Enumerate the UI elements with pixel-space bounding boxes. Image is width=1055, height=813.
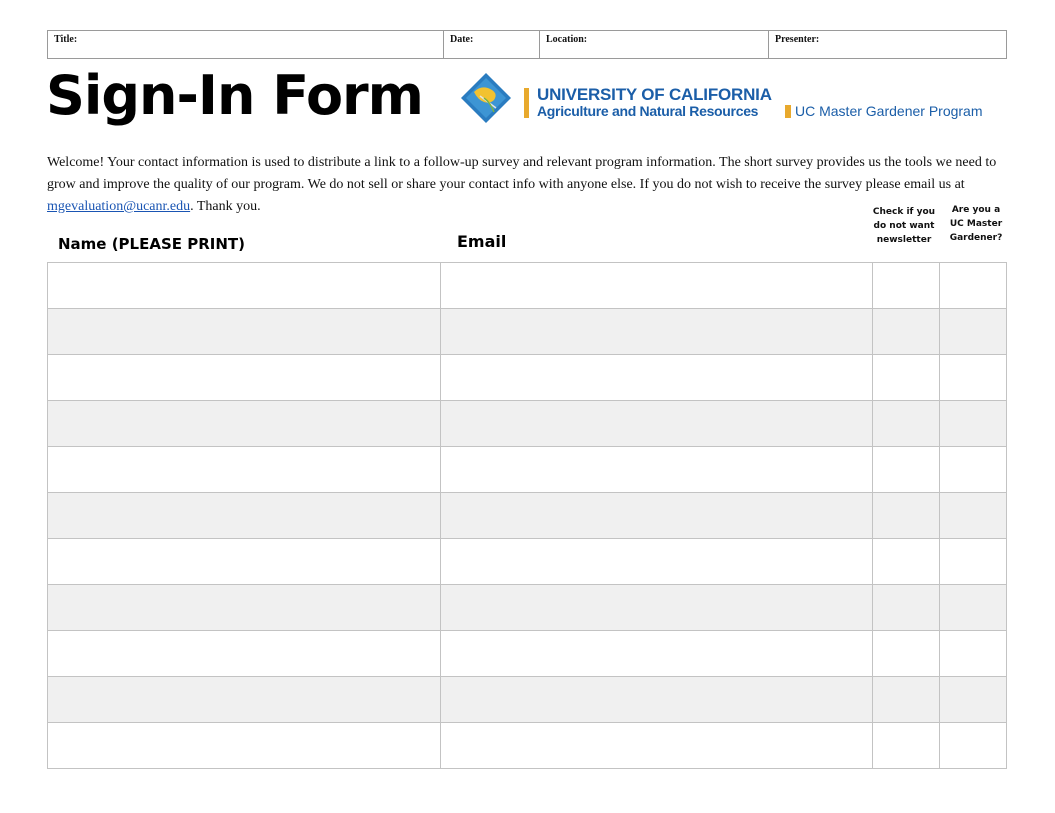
- master-gardener-cell[interactable]: [940, 493, 1007, 539]
- newsletter-checkbox-cell[interactable]: [873, 631, 940, 677]
- name-cell[interactable]: [48, 263, 441, 309]
- newsletter-checkbox-cell[interactable]: [873, 723, 940, 769]
- name-cell[interactable]: [48, 539, 441, 585]
- uc-seal-logo-icon: [460, 72, 512, 124]
- program-name: UC Master Gardener Program: [795, 103, 983, 119]
- name-cell[interactable]: [48, 493, 441, 539]
- welcome-closing: . Thank you.: [190, 199, 261, 214]
- email-cell[interactable]: [440, 723, 873, 769]
- event-info-bar: [47, 30, 1007, 59]
- name-cell[interactable]: [48, 447, 441, 493]
- newsletter-checkbox-cell[interactable]: [873, 585, 940, 631]
- table-row: [48, 309, 1007, 355]
- table-row: [48, 631, 1007, 677]
- newsletter-checkbox-cell[interactable]: [873, 355, 940, 401]
- master-gardener-cell[interactable]: [940, 631, 1007, 677]
- email-cell[interactable]: [440, 493, 873, 539]
- mg-logo-bar: [785, 105, 791, 118]
- university-name: UNIVERSITY OF CALIFORNIA: [537, 85, 772, 104]
- master-gardener-cell[interactable]: [940, 355, 1007, 401]
- master-gardener-cell[interactable]: [940, 309, 1007, 355]
- master-gardener-cell[interactable]: [940, 539, 1007, 585]
- table-row: [48, 539, 1007, 585]
- title-label: Title:: [54, 34, 78, 45]
- presenter-field[interactable]: [769, 31, 1006, 58]
- email-cell[interactable]: [440, 585, 873, 631]
- name-cell[interactable]: [48, 677, 441, 723]
- master-gardener-cell[interactable]: [940, 677, 1007, 723]
- sign-in-table: [47, 262, 1007, 769]
- name-cell[interactable]: [48, 309, 441, 355]
- newsletter-checkbox-cell[interactable]: [873, 309, 940, 355]
- master-gardener-cell[interactable]: [940, 723, 1007, 769]
- newsletter-checkbox-cell[interactable]: [873, 401, 940, 447]
- email-column-header: Email: [457, 232, 507, 251]
- table-row: [48, 723, 1007, 769]
- master-gardener-column-header: Are you a UC Master Gardener?: [949, 205, 1003, 243]
- master-gardener-cell[interactable]: [940, 401, 1007, 447]
- name-column-header: Name (PLEASE PRINT): [58, 235, 246, 253]
- master-gardener-cell[interactable]: [940, 263, 1007, 309]
- division-name: Agriculture and Natural Resources: [537, 103, 759, 119]
- master-gardener-cell[interactable]: [940, 447, 1007, 493]
- email-cell[interactable]: [440, 677, 873, 723]
- location-label: Location:: [546, 34, 588, 45]
- table-row: [48, 677, 1007, 723]
- table-row: [48, 263, 1007, 309]
- name-cell[interactable]: [48, 401, 441, 447]
- newsletter-checkbox-cell[interactable]: [873, 263, 940, 309]
- name-cell[interactable]: [48, 723, 441, 769]
- email-cell[interactable]: [440, 401, 873, 447]
- table-row: [48, 447, 1007, 493]
- table-row: [48, 493, 1007, 539]
- name-cell[interactable]: [48, 355, 441, 401]
- email-cell[interactable]: [440, 263, 873, 309]
- email-cell[interactable]: [440, 309, 873, 355]
- title-field[interactable]: [48, 31, 444, 58]
- table-row: [48, 355, 1007, 401]
- location-field[interactable]: [540, 31, 769, 58]
- date-label: Date:: [450, 34, 474, 45]
- newsletter-column-header: Check if you do not want newsletter: [872, 207, 936, 245]
- name-cell[interactable]: [48, 631, 441, 677]
- welcome-text: Welcome! Your contact information is used to distribute a link to a follow-up survey and relevant program information. The short survey provides us the tools we need to grow and improve the quality of our program. We do not sell or share your contact info with anyone else. If you do not wish to receive the survey please email us at: [47, 155, 997, 192]
- welcome-paragraph: [47, 152, 1007, 218]
- newsletter-checkbox-cell[interactable]: [873, 677, 940, 723]
- email-cell[interactable]: [440, 539, 873, 585]
- table-row: [48, 585, 1007, 631]
- presenter-label: Presenter:: [775, 34, 820, 45]
- newsletter-checkbox-cell[interactable]: [873, 539, 940, 585]
- email-cell[interactable]: [440, 631, 873, 677]
- newsletter-checkbox-cell[interactable]: [873, 493, 940, 539]
- page-title: Sign-In Form: [46, 64, 423, 127]
- evaluation-email-link[interactable]: mgevaluation@ucanr.edu: [47, 199, 191, 214]
- uc-logo-bar: [524, 88, 529, 118]
- master-gardener-cell[interactable]: [940, 585, 1007, 631]
- email-cell[interactable]: [440, 447, 873, 493]
- email-cell[interactable]: [440, 355, 873, 401]
- table-row: [48, 401, 1007, 447]
- name-cell[interactable]: [48, 585, 441, 631]
- newsletter-checkbox-cell[interactable]: [873, 447, 940, 493]
- date-field[interactable]: [444, 31, 540, 58]
